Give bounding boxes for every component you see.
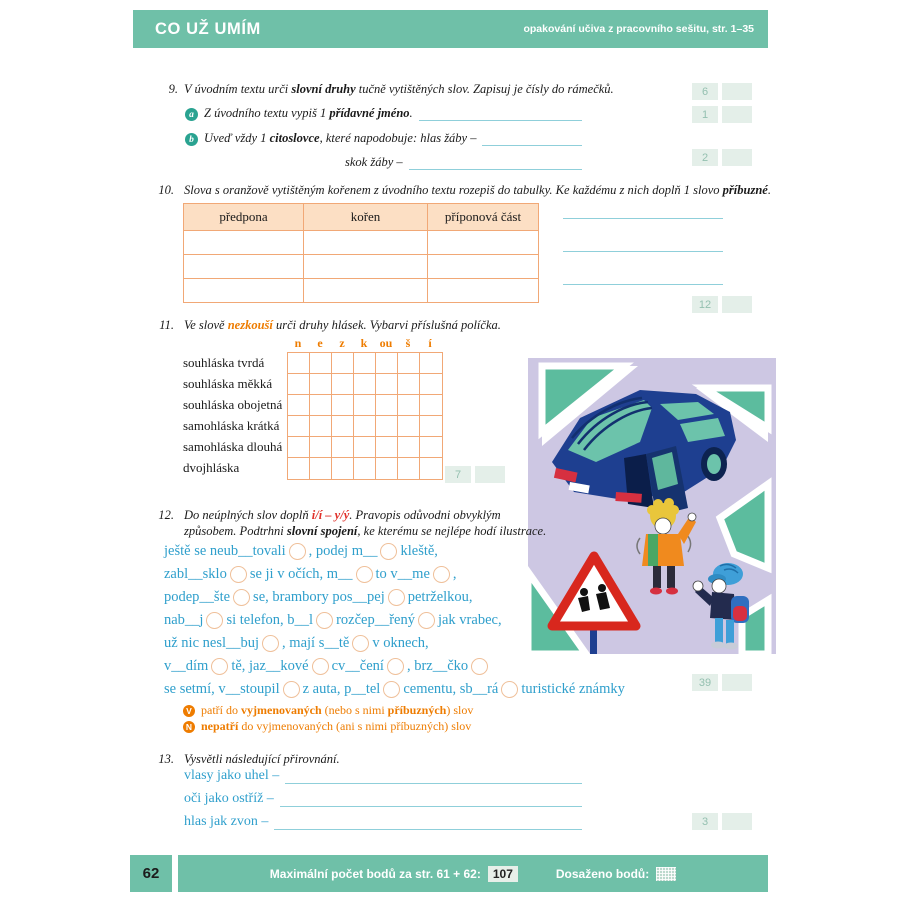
text-segment: , podej m__ bbox=[308, 543, 378, 559]
exercise-instruction bbox=[184, 183, 771, 198]
points-value: 3 bbox=[692, 813, 718, 830]
text-segment: turistické známky bbox=[521, 681, 625, 697]
text-segment: v oknech, bbox=[372, 635, 429, 651]
grid-row-label: samohláska dlouhá bbox=[183, 439, 283, 454]
header-band bbox=[133, 10, 768, 48]
text-segment: přídavné jméno bbox=[329, 106, 410, 120]
grid-cell[interactable] bbox=[420, 353, 442, 374]
table-cell[interactable] bbox=[427, 279, 539, 303]
grid-cell[interactable] bbox=[398, 458, 420, 479]
grid-cell[interactable] bbox=[398, 395, 420, 416]
grid-cell[interactable] bbox=[354, 395, 376, 416]
answer-row bbox=[204, 131, 582, 146]
sub-item-badge-b: b bbox=[185, 133, 198, 146]
text-segment: v__dím bbox=[164, 658, 209, 674]
text-segment: Ve slově bbox=[184, 318, 228, 332]
grid-letter-header bbox=[287, 336, 441, 351]
points-boxes bbox=[692, 813, 752, 830]
text-segment: Vysvětli následující přirovnání. bbox=[184, 752, 340, 766]
grid-cell[interactable] bbox=[288, 437, 310, 458]
legend-text bbox=[201, 719, 471, 734]
points-value: 1 bbox=[692, 106, 718, 123]
answer-circle[interactable] bbox=[501, 681, 518, 698]
table-header-cell: předpona bbox=[183, 203, 303, 231]
grid-cell[interactable] bbox=[420, 416, 442, 437]
grid-cell[interactable] bbox=[332, 374, 354, 395]
grid-cell[interactable] bbox=[288, 395, 310, 416]
legend-badge-v: V bbox=[183, 705, 195, 717]
grid-cell[interactable] bbox=[398, 437, 420, 458]
max-points-label: Maximální počet bodů za str. 61 + 62: bbox=[269, 866, 481, 881]
answer-circle[interactable] bbox=[380, 543, 397, 560]
table-header-row bbox=[183, 203, 539, 231]
text-segment: . bbox=[409, 106, 413, 120]
grid-cell[interactable] bbox=[354, 416, 376, 437]
grid-cell[interactable] bbox=[332, 416, 354, 437]
answer-row bbox=[204, 106, 582, 121]
text-segment: slovní spojení bbox=[286, 524, 358, 538]
grid-letter: k bbox=[360, 336, 368, 350]
grid-cell[interactable] bbox=[354, 374, 376, 395]
answer-line[interactable] bbox=[563, 284, 723, 285]
text-segment: do vyjmenovaných (ani s nimi příbuzných) slov bbox=[238, 719, 472, 733]
exercise-instruction bbox=[184, 752, 340, 767]
grid-cell[interactable] bbox=[288, 416, 310, 437]
exercise-number: 10. bbox=[158, 183, 174, 197]
text-segment: Do neúplných slov doplň bbox=[184, 508, 312, 522]
answer-circle[interactable] bbox=[283, 681, 300, 698]
answer-circle[interactable] bbox=[418, 612, 435, 629]
achieved-points-label: Dosaženo bodů: bbox=[555, 866, 650, 881]
answer-line[interactable] bbox=[274, 814, 582, 830]
grid-cell[interactable] bbox=[288, 458, 310, 479]
answer-circle[interactable] bbox=[262, 635, 279, 652]
grid-cell[interactable] bbox=[332, 458, 354, 479]
exercise-instruction bbox=[184, 508, 501, 523]
points-value: 6 bbox=[692, 83, 718, 100]
text-segment: V úvodním textu urči bbox=[184, 82, 292, 96]
legend-row-n bbox=[183, 719, 471, 734]
grid-cell[interactable] bbox=[376, 458, 398, 479]
text-segment: slovní druhy bbox=[291, 82, 356, 96]
text-segment: i/í – y/ý bbox=[311, 508, 350, 522]
grid-letter: š bbox=[405, 336, 411, 350]
answer-circle[interactable] bbox=[233, 589, 250, 606]
answer-circle[interactable] bbox=[316, 612, 333, 629]
text-segment: . bbox=[767, 183, 771, 197]
points-entry-box[interactable] bbox=[722, 106, 752, 123]
grid-row-label: dvojhláska bbox=[183, 460, 240, 475]
table-cell[interactable] bbox=[183, 231, 303, 255]
text-segment: Uveď vždy 1 bbox=[204, 131, 270, 145]
table-cell[interactable] bbox=[183, 255, 303, 279]
points-value: 7 bbox=[445, 466, 471, 483]
exercise-number: 12. bbox=[158, 508, 174, 522]
sub-item-text bbox=[204, 131, 476, 146]
grid-cell[interactable] bbox=[354, 353, 376, 374]
grid-cell[interactable] bbox=[376, 374, 398, 395]
text-segment: vyjmenovaných bbox=[241, 703, 322, 717]
grid-cell[interactable] bbox=[420, 374, 442, 395]
fill-in-line bbox=[164, 655, 625, 678]
text-segment: to v__me bbox=[375, 566, 430, 582]
text-segment: , ke kterému se nejlépe hodí ilustrace. bbox=[357, 524, 547, 538]
grid-cell[interactable] bbox=[398, 416, 420, 437]
page-title: CO UŽ UMÍM bbox=[155, 19, 261, 38]
points-entry-box[interactable] bbox=[722, 149, 752, 166]
morphology-table bbox=[183, 203, 539, 303]
fill-in-line bbox=[164, 678, 625, 701]
text-segment: (nebo s nimi bbox=[321, 703, 388, 717]
text-segment: , které napodobuje: hlas žáby – bbox=[319, 131, 477, 145]
text-segment: se ji v očích, m__ bbox=[249, 566, 353, 582]
answer-line[interactable] bbox=[409, 156, 582, 170]
answer-circle[interactable] bbox=[433, 566, 450, 583]
points-value: 12 bbox=[692, 296, 718, 313]
table-cell[interactable] bbox=[303, 231, 427, 255]
text-segment: si telefon, b__l bbox=[226, 612, 314, 628]
answer-circle[interactable] bbox=[356, 566, 373, 583]
phoneme-grid bbox=[287, 352, 443, 480]
points-boxes bbox=[445, 466, 505, 483]
grid-letter: í bbox=[428, 336, 432, 350]
text-segment: urči druhy hlásek. Vybarvi příslušná políčka. bbox=[272, 318, 501, 332]
text-segment: z auta, p__tel bbox=[302, 681, 381, 697]
text-segment: rozčep__řený bbox=[336, 612, 415, 628]
points-boxes bbox=[692, 83, 752, 100]
grid-letter: ou bbox=[379, 336, 393, 350]
fill-in-line bbox=[164, 540, 625, 563]
grid-cell[interactable] bbox=[310, 437, 332, 458]
points-boxes bbox=[692, 106, 752, 123]
grid-cell[interactable] bbox=[420, 458, 442, 479]
answer-circle[interactable] bbox=[230, 566, 247, 583]
points-value: 2 bbox=[692, 149, 718, 166]
points-boxes bbox=[692, 674, 752, 691]
answer-circle[interactable] bbox=[211, 658, 228, 675]
grid-cell[interactable] bbox=[310, 374, 332, 395]
text-segment: , brz__čko bbox=[406, 658, 469, 674]
points-entry-box[interactable] bbox=[475, 466, 505, 483]
text-segment: , mají s__tě bbox=[282, 635, 350, 651]
grid-cell[interactable] bbox=[420, 437, 442, 458]
answer-row bbox=[184, 768, 582, 784]
text-segment: způsobem. Podtrhni bbox=[184, 524, 287, 538]
answer-circle[interactable] bbox=[352, 635, 369, 652]
fill-in-line bbox=[164, 586, 625, 609]
text-segment: nepatří bbox=[201, 719, 239, 733]
text-segment: . Pravopis odůvodni obvyklým bbox=[349, 508, 501, 522]
answer-circle[interactable] bbox=[206, 612, 223, 629]
text-segment: patří do bbox=[201, 703, 241, 717]
exercise-instruction bbox=[184, 524, 546, 539]
exercise-number: 11. bbox=[159, 318, 174, 332]
grid-cell[interactable] bbox=[398, 353, 420, 374]
table-body bbox=[183, 231, 539, 303]
comparison-phrase: hlas jak zvon – bbox=[184, 814, 269, 829]
exercise-instruction bbox=[184, 318, 501, 333]
text-segment: nab__j bbox=[164, 612, 204, 628]
fill-in-line bbox=[164, 609, 625, 632]
text-segment: se, brambory pos__pej bbox=[253, 589, 385, 605]
grid-cell[interactable] bbox=[332, 395, 354, 416]
grid-row-label: souhláska obojetná bbox=[183, 397, 283, 412]
table-cell[interactable] bbox=[303, 255, 427, 279]
grid-cell[interactable] bbox=[354, 437, 376, 458]
answer-line[interactable] bbox=[419, 107, 582, 121]
text-segment: , bbox=[452, 566, 457, 582]
table-header-cell: příponová část bbox=[427, 203, 539, 231]
sub-item-badge-a: a bbox=[185, 108, 198, 121]
grid-cell[interactable] bbox=[376, 437, 398, 458]
grid-row-label: samohláska krátká bbox=[183, 418, 280, 433]
comparison-phrase: vlasy jako uhel – bbox=[184, 768, 280, 783]
points-boxes bbox=[692, 296, 752, 313]
points-entry-box[interactable] bbox=[722, 813, 752, 830]
grid-cell[interactable] bbox=[332, 353, 354, 374]
grid-row-label: souhláska tvrdá bbox=[183, 355, 265, 370]
text-segment: cementu, sb__rá bbox=[403, 681, 499, 697]
answer-line[interactable] bbox=[563, 251, 723, 252]
answer-line[interactable] bbox=[280, 791, 582, 807]
answer-circle[interactable] bbox=[388, 589, 405, 606]
text-segment: tě, jaz__kové bbox=[231, 658, 309, 674]
answer-circle[interactable] bbox=[383, 681, 400, 698]
grid-cell[interactable] bbox=[332, 437, 354, 458]
grid-cell[interactable] bbox=[376, 353, 398, 374]
answer-circle[interactable] bbox=[289, 543, 306, 560]
grid-row-label: souhláska měkká bbox=[183, 376, 273, 391]
answer-row bbox=[184, 814, 582, 830]
text-segment: ) slov bbox=[446, 703, 474, 717]
footer-band bbox=[178, 855, 768, 892]
exercise-number: 9. bbox=[168, 82, 178, 96]
text-segment: příbuzné bbox=[722, 183, 768, 197]
text-segment: zabl__sklo bbox=[164, 566, 227, 582]
answer-row bbox=[184, 791, 582, 807]
text-segment: Z úvodního textu vypiš 1 bbox=[204, 106, 330, 120]
exercise-instruction bbox=[184, 82, 614, 97]
text-segment: se setmí, v__stoupil bbox=[164, 681, 280, 697]
points-boxes bbox=[692, 149, 752, 166]
answer-circle[interactable] bbox=[387, 658, 404, 675]
grid-cell[interactable] bbox=[310, 416, 332, 437]
achieved-points-box[interactable] bbox=[656, 867, 676, 881]
fill-in-line bbox=[164, 632, 625, 655]
answer-row bbox=[345, 155, 582, 170]
answer-circle[interactable] bbox=[471, 658, 488, 675]
fill-in-lines bbox=[164, 540, 625, 701]
answer-circle[interactable] bbox=[312, 658, 329, 675]
sub-item-text: skok žáby – bbox=[345, 155, 403, 169]
table-cell[interactable] bbox=[427, 255, 539, 279]
grid-cell[interactable] bbox=[288, 353, 310, 374]
page-number: 62 bbox=[130, 855, 172, 892]
text-segment: už nic nesl__buj bbox=[164, 635, 260, 651]
text-segment: tučně vytištěných slov. Zapisuj je čísly do rámečků. bbox=[355, 82, 614, 96]
points-entry-box[interactable] bbox=[722, 674, 752, 691]
answer-line[interactable] bbox=[482, 132, 582, 146]
max-points-value-box: 107 bbox=[488, 866, 518, 882]
legend-text bbox=[201, 703, 473, 718]
header-subtitle: opakování učiva z pracovního sešitu, str. 1–35 bbox=[523, 23, 754, 35]
comparison-phrase: oči jako ostříž – bbox=[184, 791, 274, 806]
grid-cell[interactable] bbox=[288, 374, 310, 395]
points-entry-box[interactable] bbox=[722, 83, 752, 100]
text-segment: kleště, bbox=[400, 543, 438, 559]
legend-row-v bbox=[183, 703, 473, 718]
grid-cell[interactable] bbox=[420, 395, 442, 416]
grid-letter: n bbox=[294, 336, 302, 350]
table-cell[interactable] bbox=[183, 279, 303, 303]
answer-line[interactable] bbox=[285, 768, 582, 784]
fill-in-line bbox=[164, 563, 625, 586]
grid-cell[interactable] bbox=[398, 374, 420, 395]
answer-line[interactable] bbox=[563, 218, 723, 219]
text-segment: nezkouší bbox=[227, 318, 273, 332]
grid-cell[interactable] bbox=[310, 458, 332, 479]
grid-letter: e bbox=[317, 336, 323, 350]
text-segment: Slova s oranžově vytištěným kořenem z úvodního textu rozepiš do tabulky. Ke každému z nich doplň 1 slovo bbox=[184, 183, 723, 197]
text-segment: cv__čení bbox=[331, 658, 384, 674]
grid-cell[interactable] bbox=[310, 353, 332, 374]
text-segment: příbuzných bbox=[387, 703, 447, 717]
legend-badge-n: N bbox=[183, 721, 195, 733]
grid-cell[interactable] bbox=[354, 458, 376, 479]
points-value: 39 bbox=[692, 674, 718, 691]
grid-letter: z bbox=[339, 336, 345, 350]
text-segment: jak vrabec, bbox=[437, 612, 502, 628]
text-segment: podep__šte bbox=[164, 589, 231, 605]
grid-cell[interactable] bbox=[310, 395, 332, 416]
sub-item-text bbox=[204, 106, 413, 121]
points-entry-box[interactable] bbox=[722, 296, 752, 313]
text-segment: petrželkou, bbox=[407, 589, 473, 605]
table-cell[interactable] bbox=[427, 231, 539, 255]
grid-cell[interactable] bbox=[376, 416, 398, 437]
text-segment: ještě se neub__tovali bbox=[164, 543, 286, 559]
grid-cell[interactable] bbox=[376, 395, 398, 416]
table-header-cell: kořen bbox=[303, 203, 427, 231]
text-segment: citoslovce bbox=[269, 131, 320, 145]
table-cell[interactable] bbox=[303, 279, 427, 303]
exercise-number: 13. bbox=[158, 752, 174, 766]
